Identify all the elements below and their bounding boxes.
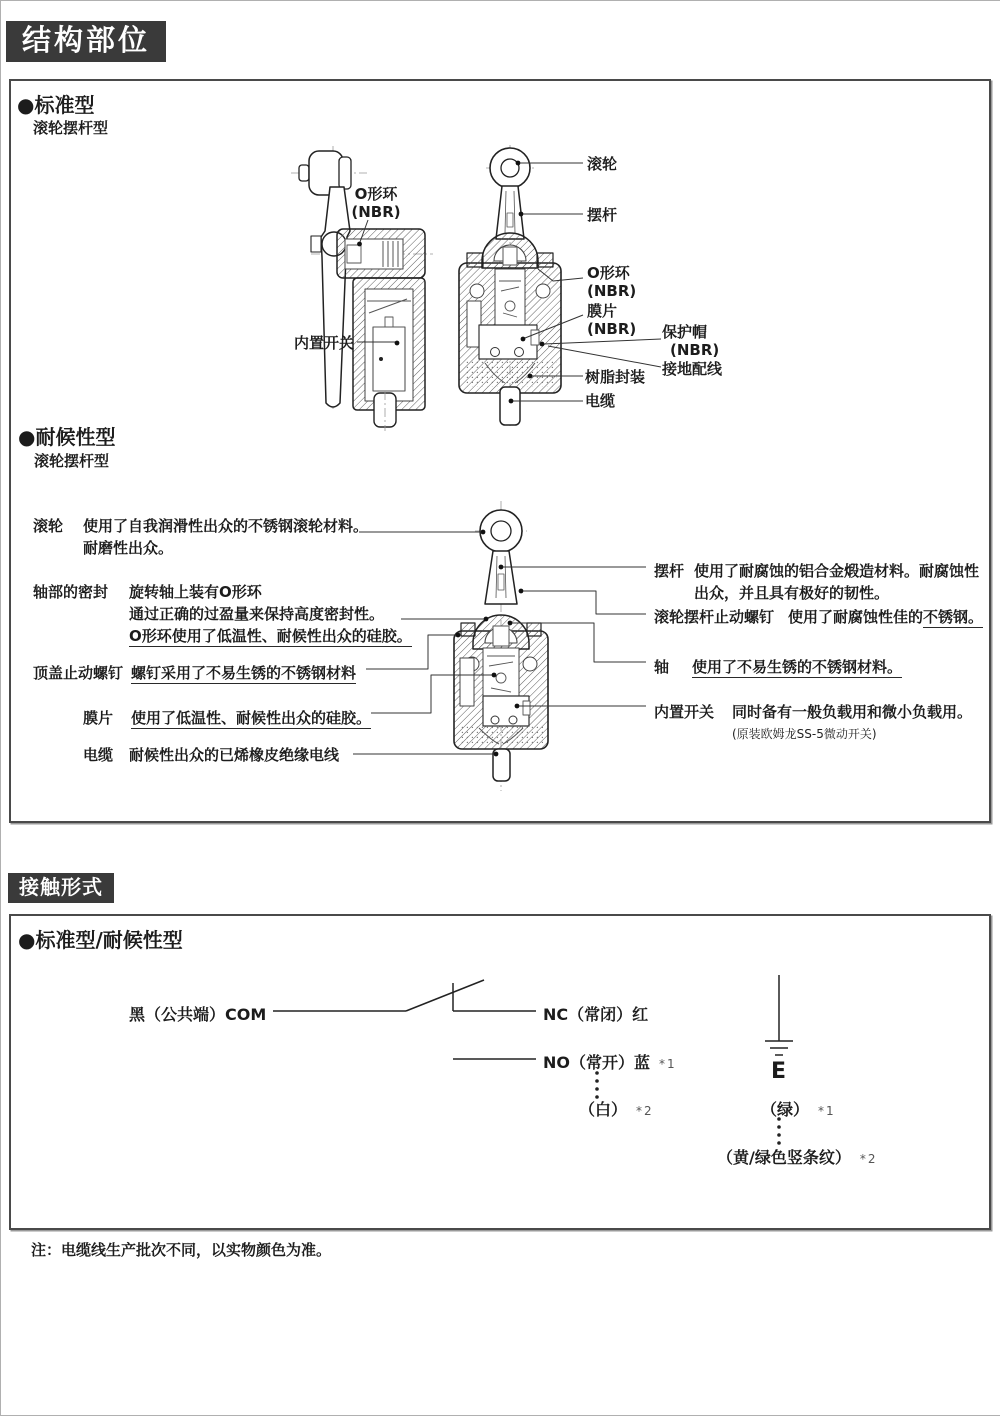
weather-type-subheading: 滚轮摆杆型: [34, 452, 110, 470]
white-footnote-mark: *2: [636, 1104, 654, 1118]
weather-desc-shaft-seal: 旋转轴上装有O形环 通过正确的过盈量来保持高度密封性。 O形环使用了低温性、耐候性出众的硅胶。: [129, 583, 412, 645]
weather-desc-cover-screw: 螺钉采用了不易生锈的不锈钢材料: [131, 664, 357, 682]
white-wire-label: （白） *2: [579, 1100, 654, 1119]
no-terminal-label: NO（常开）蓝 *1: [543, 1053, 677, 1072]
weather-term-shaft: 轴: [654, 658, 670, 676]
cable-color-note: 注：电缆线生产批次不同，以实物颜色为准。: [31, 1241, 332, 1259]
weather-term-cable: 电缆: [83, 746, 114, 764]
o-ring-label-left: O形环 (NBR): [351, 185, 401, 221]
section-header-contact: 接触形式: [8, 873, 114, 903]
protective-cap-label: 保护帽 (NBR): [662, 323, 720, 359]
standard-type-subheading: 滚轮摆杆型: [33, 119, 109, 137]
resin-seal-label: 树脂封装: [585, 368, 646, 386]
weather-desc-shaft: 使用了不易生锈的不锈钢材料。: [692, 658, 903, 676]
stripe-footnote-mark: *2: [859, 1152, 878, 1166]
weather-desc-lever: 使用了耐腐蚀的铝合金煅造材料。耐腐蚀性 出众，并且具有极好的韧性。: [694, 562, 980, 602]
green-wire-label: （绿） *1: [761, 1100, 836, 1119]
weather-term-built-in-switch: 内置开关: [654, 703, 715, 721]
com-terminal-label: 黑（公共端）COM: [129, 1005, 267, 1024]
stripe-wire-label: （黄/绿色竖条纹） *2: [717, 1148, 878, 1167]
cable-label: 电缆: [585, 392, 616, 410]
built-in-switch-label: 内置开关: [294, 334, 355, 352]
switch-symbol: [273, 980, 536, 1059]
weather-term-roller: 滚轮: [33, 517, 64, 535]
contact-heading: ●标准型/耐候性型: [18, 928, 183, 952]
no-footnote-mark: *1: [659, 1057, 677, 1071]
contact-circuit-diagram: [261, 961, 801, 1161]
weather-desc-cable: 耐候性出众的已烯橡皮绝缘电线: [129, 746, 340, 764]
weather-term-shaft-seal: 轴部的密封: [33, 583, 109, 601]
standard-type-heading: ●标准型: [17, 93, 95, 117]
ground-wire-label: 接地配线: [662, 360, 723, 378]
roller-label: 滚轮: [587, 155, 618, 173]
o-ring-label-right: O形环 (NBR): [587, 264, 637, 300]
weather-term-roller-lock-screw: 滚轮摆杆止动螺钉: [654, 608, 775, 626]
weather-desc-built-in-switch: 同时备有一般负载用和微小负载用。 (原装欧姆龙SS-5微动开关): [732, 703, 973, 741]
weather-term-lever: 摆杆: [654, 562, 685, 580]
dotted-connector-left: [595, 1071, 599, 1099]
weather-term-cover-screw: 顶盖止动螺钉: [33, 664, 124, 682]
lever-label: 摆杆: [587, 206, 618, 224]
section-header-structure: 结构部位: [6, 21, 166, 62]
nc-terminal-label: NC（常闭）红: [543, 1005, 649, 1024]
weather-desc-roller-lock-screw: 使用了耐腐蚀性佳的不锈钢。: [788, 608, 984, 626]
weather-desc-roller: 使用了自我润滑性出众的不锈钢滚轮材料。 耐磨性出众。: [83, 517, 369, 557]
dotted-connector-right: [777, 1117, 781, 1145]
diaphragm-label: 膜片 (NBR): [587, 302, 637, 338]
weather-term-diaphragm: 膜片: [83, 709, 114, 727]
green-footnote-mark: *1: [818, 1104, 836, 1118]
weather-type-heading: ●耐候性型: [18, 425, 116, 449]
weather-desc-diaphragm: 使用了低温性、耐候性出众的硅胶。: [131, 709, 372, 727]
earth-ground-symbol: [765, 975, 793, 1055]
earth-label: E: [771, 1059, 787, 1084]
